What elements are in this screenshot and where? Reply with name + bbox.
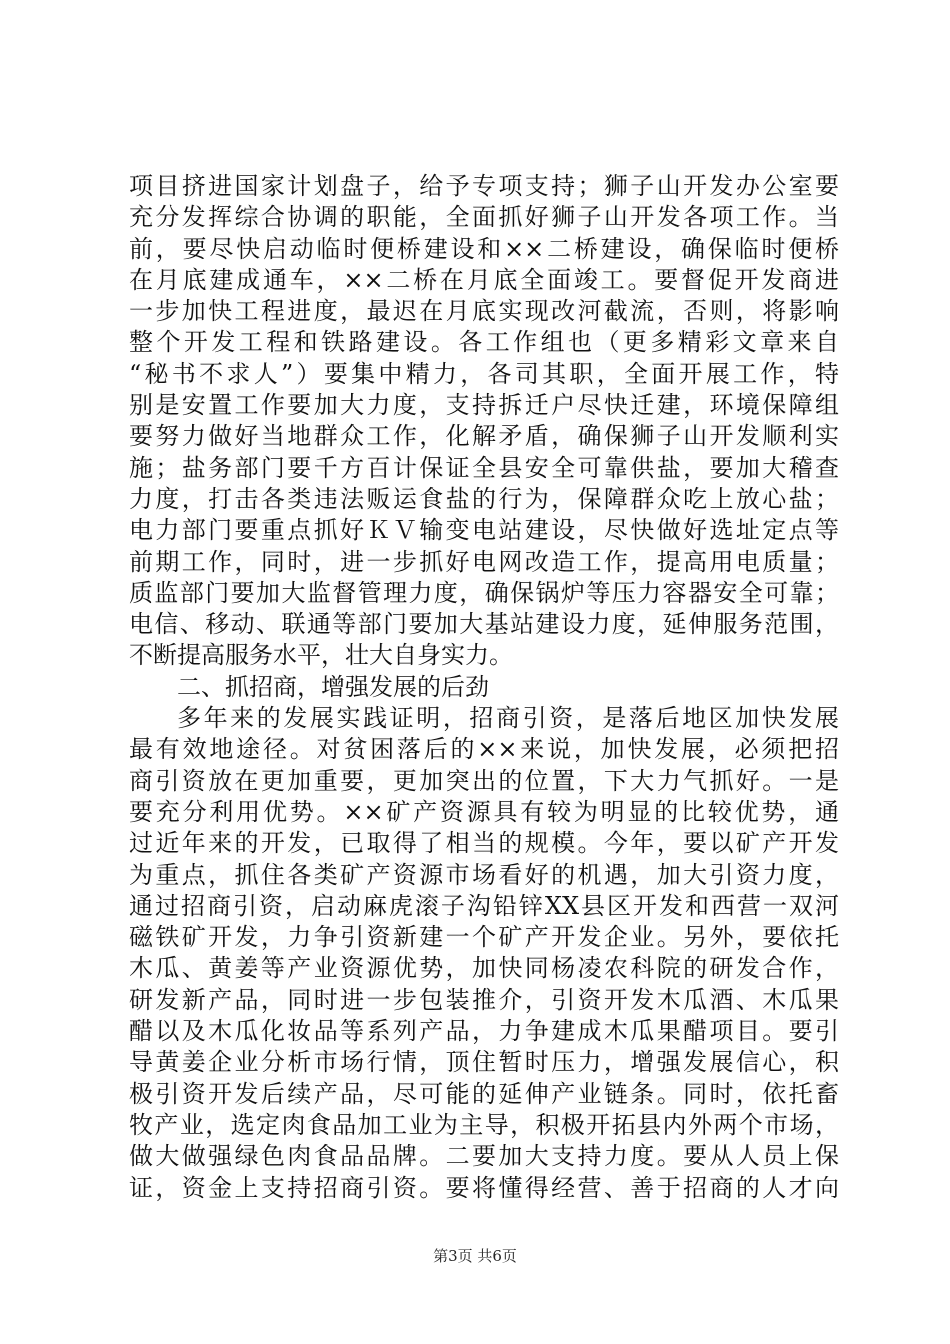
text-line: 为重点，抓住各类矿产资源市场看好的机遇，加大引资力度， — [129, 860, 839, 889]
section-heading: 二、抓招商，增强发展的后劲 — [177, 672, 489, 701]
text-line: 牧产业，选定肉食品加工业为主导，积极开拓县内外两个市场， — [129, 1110, 839, 1139]
text-line: 前期工作，同时，进一步抓好电网改造工作，提高用电质量； — [129, 547, 839, 576]
text-line: 充分发挥综合协调的职能，全面抓好狮子山开发各项工作。当 — [129, 203, 839, 232]
text-line: 不断提高服务水平，壮大自身实力。 — [129, 641, 513, 670]
text-line: 一步加快工程进度，最迟在月底实现改河截流，否则，将影响 — [129, 297, 839, 326]
text-line: 要努力做好当地群众工作，化解矛盾，确保狮子山开发顺利实 — [129, 422, 839, 451]
text-line: 电力部门要重点抓好ＫＶ输变电站建设，尽快做好选址定点等 — [129, 516, 839, 545]
text-line: 磁铁矿开发，力争引资新建一个矿产开发企业。另外，要依托 — [129, 923, 839, 952]
text-line: 整个开发工程和铁路建设。各工作组也（更多精彩文章来自 — [129, 328, 839, 357]
text-line: 通过招商引资，启动麻虎滚子沟铅锌XX县区开发和西营一双河 — [129, 891, 839, 920]
text-line: 极引资开发后续产品，尽可能的延伸产业链条。同时，依托畜 — [129, 1079, 839, 1108]
text-line: 过近年来的开发，已取得了相当的规模。今年，要以矿产开发 — [129, 829, 839, 858]
text-line: 施；盐务部门要千方百计保证全县安全可靠供盐，要加大稽查 — [129, 453, 839, 482]
text-line: 多年来的发展实践证明，招商引资，是落后地区加快发展 — [177, 704, 839, 733]
paragraph-2 — [129, 703, 839, 1204]
text-line: 别是安置工作要加大力度，支持拆迁户尽快迁建，环境保障组 — [129, 391, 839, 420]
text-line: 电信、移动、联通等部门要加大基站建设力度，延伸服务范围， — [129, 610, 839, 639]
text-line: 醋以及木瓜化妆品等系列产品，力争建成木瓜果醋项目。要引 — [129, 1017, 839, 1046]
text-line: 力度，打击各类违法贩运食盐的行为，保障群众吃上放心盐； — [129, 484, 839, 513]
text-line: 质监部门要加大监督管理力度，确保锅炉等压力容器安全可靠； — [129, 578, 839, 607]
text-line: 证，资金上支持招商引资。要将懂得经营、善于招商的人才向 — [129, 1173, 839, 1202]
text-line: 在月底建成通车，××二桥在月底全面竣工。要督促开发商进 — [129, 265, 839, 294]
text-line: “秘书不求人”）要集中精力，各司其职，全面开展工作，特 — [129, 359, 839, 388]
text-line: 要充分利用优势。××矿产资源具有较为明显的比较优势，通 — [129, 797, 839, 826]
text-line: 木瓜、黄姜等产业资源优势，加快同杨凌农科院的研发合作， — [129, 954, 839, 983]
text-line: 商引资放在更加重要，更加突出的位置，下大力气抓好。一是 — [129, 766, 839, 795]
document-body — [129, 171, 839, 1204]
text-line: 做大做强绿色肉食品品牌。二要加大支持力度。要从人员上保 — [129, 1142, 839, 1171]
page-number-footer: 第3页 共6页 — [433, 1247, 517, 1265]
text-line: 前，要尽快启动临时便桥建设和××二桥建设，确保临时便桥 — [129, 234, 839, 263]
text-line: 研发新产品，同时进一步包装推介，引资开发木瓜酒、木瓜果 — [129, 985, 839, 1014]
text-line: 最有效地途径。对贫困落后的××来说，加快发展，必须把招 — [129, 735, 839, 764]
text-line: 导黄姜企业分析市场行情，顶住暂时压力，增强发展信心，积 — [129, 1048, 839, 1077]
text-line: 项目挤进国家计划盘子，给予专项支持；狮子山开发办公室要 — [129, 172, 839, 200]
paragraph-1 — [129, 171, 839, 672]
